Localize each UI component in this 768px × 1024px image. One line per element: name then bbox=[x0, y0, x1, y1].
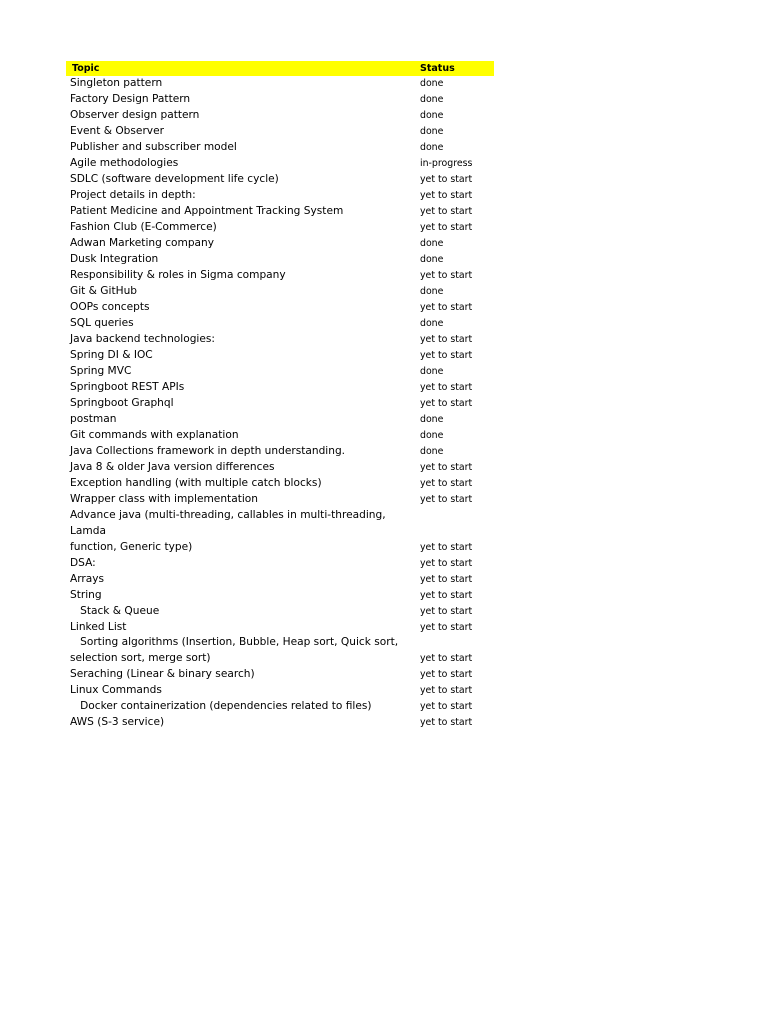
status-cell: done bbox=[420, 238, 444, 250]
table-row bbox=[66, 156, 494, 172]
table-row bbox=[66, 268, 494, 284]
topic-cell: Java 8 & older Java version differences bbox=[70, 461, 275, 474]
topic-cell: SDLC (software development life cycle) bbox=[70, 173, 279, 186]
status-cell: yet to start bbox=[420, 302, 473, 314]
status-cell: yet to start bbox=[420, 605, 473, 617]
table-row bbox=[66, 316, 494, 332]
topic-cell: Dusk Integration bbox=[70, 253, 159, 266]
status-cell: yet to start bbox=[420, 621, 473, 633]
table-row bbox=[66, 476, 494, 492]
table-row bbox=[66, 715, 494, 731]
table-row bbox=[66, 364, 494, 380]
table-row bbox=[66, 108, 494, 124]
topic-cell: Event & Observer bbox=[70, 125, 164, 138]
table-row bbox=[66, 555, 494, 571]
table-row bbox=[66, 76, 494, 92]
table-row bbox=[66, 188, 494, 204]
status-cell: done bbox=[420, 126, 444, 138]
table-row bbox=[66, 683, 494, 699]
table-row bbox=[66, 300, 494, 316]
topic-cell: Patient Medicine and Appointment Tracking System bbox=[70, 205, 344, 218]
topic-cell: Git commands with explanation bbox=[70, 429, 239, 442]
topic-cell: Linked List bbox=[70, 620, 127, 633]
status-cell: done bbox=[420, 446, 444, 458]
table-row bbox=[66, 92, 494, 108]
spreadsheet-table bbox=[66, 61, 494, 731]
status-cell: yet to start bbox=[420, 541, 473, 553]
topic-cell: Project details in depth: bbox=[70, 189, 196, 202]
table-row bbox=[66, 284, 494, 300]
status-cell: yet to start bbox=[420, 222, 473, 234]
status-cell: done bbox=[420, 78, 444, 90]
status-cell: yet to start bbox=[420, 174, 473, 186]
status-cell: yet to start bbox=[420, 494, 473, 506]
topic-cell: Docker containerization (dependencies related to files) bbox=[70, 700, 372, 713]
status-column-header: Status bbox=[420, 63, 455, 74]
table-row bbox=[66, 699, 494, 715]
topic-cell: DSA: bbox=[70, 556, 96, 569]
table-row bbox=[66, 587, 494, 603]
topic-cell: AWS (S-3 service) bbox=[70, 716, 165, 729]
status-cell: yet to start bbox=[420, 717, 473, 729]
topic-cell: Agile methodologies bbox=[70, 157, 179, 170]
topic-cell: Fashion Club (E-Commerce) bbox=[70, 221, 217, 234]
status-cell: yet to start bbox=[420, 398, 473, 410]
status-cell: done bbox=[420, 286, 444, 298]
table-row bbox=[66, 332, 494, 348]
topic-cell: Responsibility & roles in Sigma company bbox=[70, 269, 286, 282]
topic-cell: OOPs concepts bbox=[70, 301, 150, 314]
topic-cell: Linux Commands bbox=[70, 684, 162, 697]
table-header-row bbox=[66, 61, 494, 76]
status-cell: done bbox=[420, 254, 444, 266]
table-row bbox=[66, 140, 494, 156]
topic-cell: Arrays bbox=[70, 572, 105, 585]
status-cell: done bbox=[420, 318, 444, 330]
status-cell: yet to start bbox=[420, 350, 473, 362]
table-body bbox=[66, 76, 494, 731]
topic-cell: Publisher and subscriber model bbox=[70, 141, 237, 154]
status-cell: yet to start bbox=[420, 334, 473, 346]
table-row bbox=[66, 204, 494, 220]
table-row bbox=[66, 603, 494, 619]
table-row bbox=[66, 635, 494, 667]
status-cell: yet to start bbox=[420, 478, 473, 490]
topic-cell: Stack & Queue bbox=[70, 604, 160, 617]
table-row bbox=[66, 172, 494, 188]
topic-cell: Spring DI & IOC bbox=[70, 349, 153, 362]
table-row bbox=[66, 667, 494, 683]
topic-cell: Factory Design Pattern bbox=[70, 93, 191, 106]
table-row bbox=[66, 619, 494, 635]
topic-cell: Seraching (Linear & binary search) bbox=[70, 668, 255, 681]
topic-cell: Spring MVC bbox=[70, 365, 132, 378]
table-row bbox=[66, 460, 494, 476]
status-cell: done bbox=[420, 366, 444, 378]
table-row bbox=[66, 348, 494, 364]
table-row bbox=[66, 380, 494, 396]
status-cell: done bbox=[420, 94, 444, 106]
table-row bbox=[66, 444, 494, 460]
status-cell: done bbox=[420, 430, 444, 442]
status-cell: done bbox=[420, 414, 444, 426]
status-cell: done bbox=[420, 110, 444, 122]
topic-cell: Wrapper class with implementation bbox=[70, 493, 258, 506]
status-cell: yet to start bbox=[420, 701, 473, 713]
status-cell: in-progress bbox=[420, 158, 473, 170]
status-cell: done bbox=[420, 142, 444, 154]
topic-cell: Observer design pattern bbox=[70, 109, 200, 122]
status-cell: yet to start bbox=[420, 462, 473, 474]
status-cell: yet to start bbox=[420, 669, 473, 681]
table-row bbox=[66, 236, 494, 252]
status-cell: yet to start bbox=[420, 653, 473, 665]
topic-cell: Exception handling (with multiple catch blocks) bbox=[70, 477, 322, 490]
table-row bbox=[66, 492, 494, 508]
status-cell: yet to start bbox=[420, 382, 473, 394]
status-cell: yet to start bbox=[420, 557, 473, 569]
status-cell: yet to start bbox=[420, 573, 473, 585]
table-row bbox=[66, 508, 494, 555]
topic-cell: Singleton pattern bbox=[70, 77, 163, 90]
status-cell: yet to start bbox=[420, 190, 473, 202]
table-row bbox=[66, 124, 494, 140]
topic-cell: Sorting algorithms (Insertion, Bubble, Heap sort, Quick sort, selection sort, merge sort) bbox=[70, 636, 399, 665]
status-cell: yet to start bbox=[420, 685, 473, 697]
topic-cell: Adwan Marketing company bbox=[70, 237, 215, 250]
status-cell: yet to start bbox=[420, 206, 473, 218]
topic-cell: SQL queries bbox=[70, 317, 134, 330]
status-cell: yet to start bbox=[420, 270, 473, 282]
topic-cell: Springboot REST APIs bbox=[70, 381, 185, 394]
table-row bbox=[66, 220, 494, 236]
topic-cell: Java backend technologies: bbox=[70, 333, 215, 346]
topic-column-header: Topic bbox=[72, 63, 100, 74]
table-row bbox=[66, 252, 494, 268]
topic-cell: postman bbox=[70, 413, 117, 426]
status-cell: yet to start bbox=[420, 589, 473, 601]
topic-cell: String bbox=[70, 588, 102, 601]
topic-cell: Git & GitHub bbox=[70, 285, 138, 298]
table-row bbox=[66, 396, 494, 412]
table-row bbox=[66, 412, 494, 428]
table-row bbox=[66, 428, 494, 444]
topic-cell: Advance java (multi-threading, callables in multi-threading, Lamda function, Generic type) bbox=[70, 509, 386, 553]
topic-cell: Springboot Graphql bbox=[70, 397, 174, 410]
topic-cell: Java Collections framework in depth understanding. bbox=[70, 445, 346, 458]
table-row bbox=[66, 571, 494, 587]
